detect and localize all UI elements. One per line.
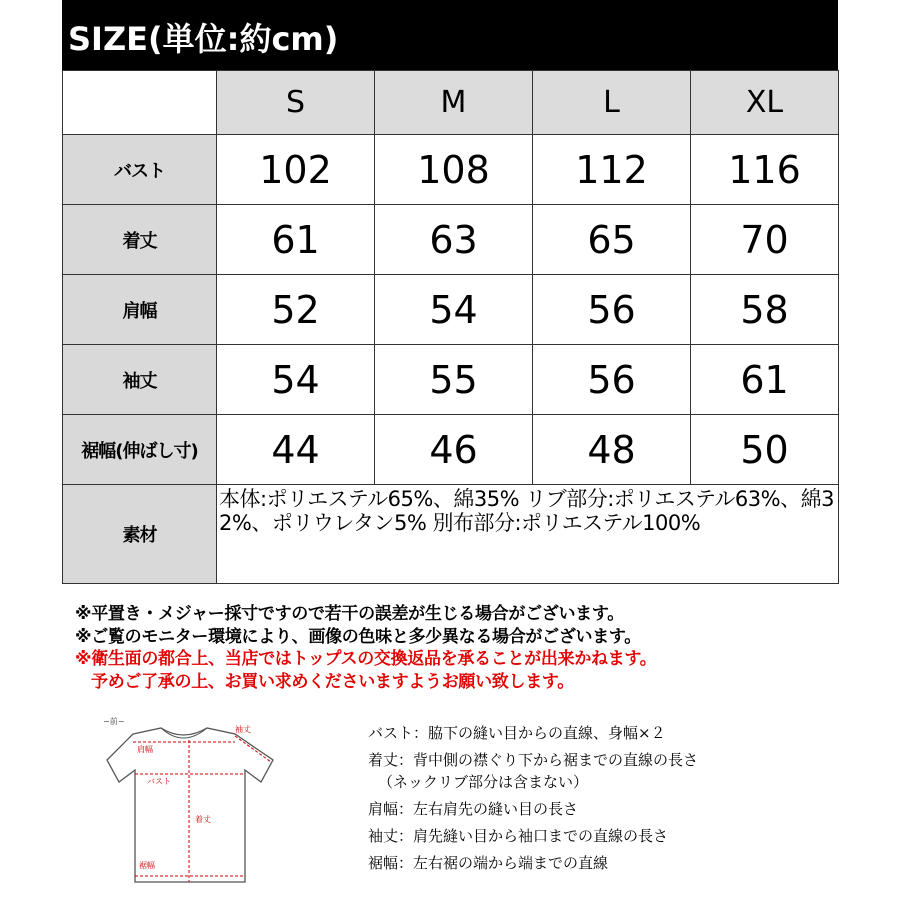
measure-bust: バスト：脇下の縫い目からの直線、身幅×２	[368, 724, 666, 742]
tshirt-measurement-diagram	[95, 712, 285, 892]
measure-length: 着丈：背中側の襟ぐり下から裾までの直線の長さ	[368, 751, 699, 769]
table-row-sleeve	[63, 345, 839, 415]
table-cell: 58	[691, 275, 839, 345]
measure-hem: 裾幅：左右裾の端から端までの直線	[368, 854, 609, 872]
table-row-length	[63, 205, 839, 275]
table-cell: 50	[691, 415, 839, 485]
measure-shoulder: 肩幅：左右肩先の縫い目の長さ	[368, 800, 579, 818]
table-cell: 108	[375, 135, 533, 205]
table-cell: 112	[533, 135, 691, 205]
material-label: 素材	[63, 485, 217, 584]
table-row-material	[63, 485, 839, 584]
diagram-hem-label: 裾幅	[139, 861, 155, 870]
table-cell: 61	[691, 345, 839, 415]
diagram-shoulder-label: 肩幅	[137, 745, 153, 754]
row-label: 着丈	[63, 205, 217, 275]
table-row-bust	[63, 135, 839, 205]
tshirt-outline	[107, 728, 273, 882]
table-cell: 44	[217, 415, 375, 485]
size-l-header: L	[533, 71, 691, 135]
table-cell: 54	[217, 345, 375, 415]
corner-cell	[63, 71, 217, 135]
table-cell: 54	[375, 275, 533, 345]
table-cell: 70	[691, 205, 839, 275]
diagram-sleeve-label: 袖丈	[235, 725, 251, 734]
size-table-title: SIZE(単位:約cm)	[68, 20, 339, 58]
row-label: バスト	[63, 135, 217, 205]
size-table	[62, 70, 839, 584]
table-cell: 52	[217, 275, 375, 345]
warning-note-line: 予めご了承の上、お買い求めくださいますようお願い致します。	[91, 671, 574, 692]
table-cell: 61	[217, 205, 375, 275]
measurement-explanations	[368, 722, 888, 879]
note-line: ※ご覧のモニター環境により、画像の色味と多少異なる場合がございます。	[75, 626, 641, 647]
material-text: 本体:ポリエステル65%、綿35% リブ部分:ポリエステル63%、綿32%、ポリウレタン5% 別布部分:ポリエステル100%	[217, 485, 839, 584]
row-label: 裾幅(伸ばし寸)	[63, 415, 217, 485]
table-cell: 56	[533, 345, 691, 415]
size-s-header: S	[217, 71, 375, 135]
note-line: ※平置き・メジャー採寸ですので若干の誤差が生じる場合がございます。	[75, 604, 624, 624]
notes-block	[75, 603, 875, 693]
row-label: 肩幅	[63, 275, 217, 345]
table-row-hem	[63, 415, 839, 485]
table-cell: 65	[533, 205, 691, 275]
row-label: 袖丈	[63, 345, 217, 415]
diagram-length-label: 着丈	[195, 815, 211, 824]
size-header-row	[63, 71, 839, 135]
table-cell: 102	[217, 135, 375, 205]
table-cell: 56	[533, 275, 691, 345]
size-xl-header: XL	[691, 71, 839, 135]
table-cell: 55	[375, 345, 533, 415]
measure-sleeve: 袖丈：肩先縫い目から袖口までの直線の長さ	[368, 827, 669, 845]
size-table-title-bar	[62, 0, 838, 70]
table-row-shoulder	[63, 275, 839, 345]
measure-length-note: （ネックリブ部分は含まない）	[378, 773, 589, 791]
diagram-bust-label: バスト	[147, 777, 171, 786]
table-cell: 46	[375, 415, 533, 485]
table-cell: 116	[691, 135, 839, 205]
diagram-front-label: −前−	[103, 717, 125, 726]
size-m-header: M	[375, 71, 533, 135]
warning-note-line: ※衛生面の都合上、当店ではトップスの交換返品を承ることが出来かねます。	[75, 649, 657, 669]
table-cell: 63	[375, 205, 533, 275]
table-cell: 48	[533, 415, 691, 485]
